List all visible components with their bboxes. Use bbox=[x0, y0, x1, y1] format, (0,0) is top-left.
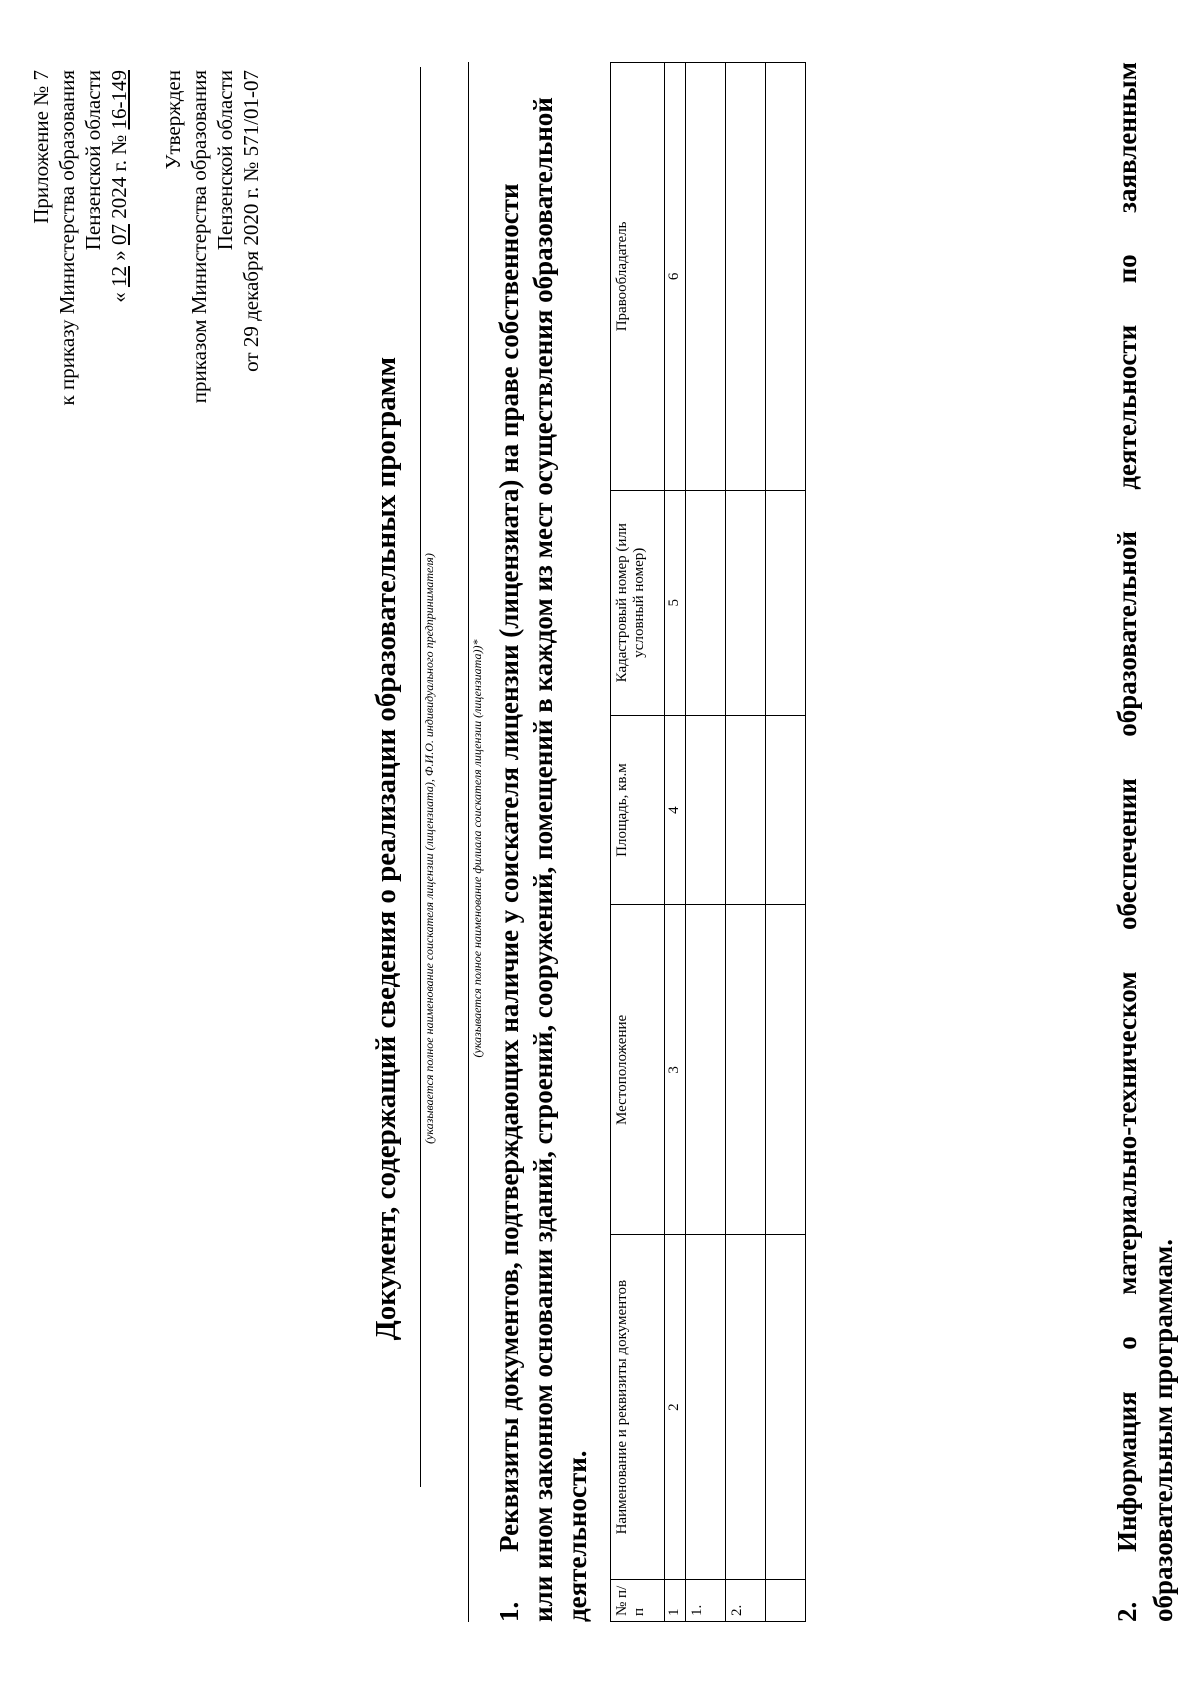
table-cell bbox=[686, 63, 726, 491]
section1-heading-line1 bbox=[492, 62, 526, 1622]
appendix-line1: Приложение № 7 bbox=[29, 70, 53, 224]
table-cell bbox=[726, 63, 766, 491]
date-year: 2024 г. № bbox=[107, 134, 131, 219]
table-cell bbox=[726, 715, 766, 905]
approved-line1: Утвержден bbox=[161, 70, 185, 170]
header-cell-cadastral: Кадастровый номер (или условный номер) bbox=[611, 490, 665, 715]
section2-word: обеспечении bbox=[1112, 778, 1142, 930]
licensee-caption: (указывается полное наименование соискателя лицензии (лицензиата), Ф.И.О. индивидуального предпринимателя) bbox=[422, 553, 436, 1144]
column-number-row bbox=[665, 63, 686, 1622]
section2-word: по bbox=[1112, 254, 1142, 284]
section2-word: деятельности bbox=[1112, 324, 1142, 490]
approved-line3: Пензенской области bbox=[213, 70, 237, 251]
table-cell bbox=[726, 1235, 766, 1580]
table-cell bbox=[766, 1580, 806, 1622]
branch-name-line bbox=[468, 62, 469, 1622]
table-cell bbox=[686, 905, 726, 1235]
table-cell bbox=[686, 1235, 726, 1580]
date-close-quote: » bbox=[107, 250, 131, 261]
licensee-name-line bbox=[420, 67, 421, 1487]
document-title: Документ, содержащий сведения о реализации образовательных программ bbox=[370, 356, 402, 1341]
header-cell-location: Местоположение bbox=[611, 905, 665, 1235]
date-day: 12 bbox=[107, 266, 131, 288]
header-cell-area: Площадь, кв.м bbox=[611, 715, 665, 905]
approved-line4: от 29 декабря 2020 г. № 571/01-07 bbox=[239, 70, 263, 372]
section2-word: о bbox=[1112, 1336, 1142, 1350]
column-number: 5 bbox=[665, 490, 686, 715]
header-cell-documents: Наименование и реквизиты документов bbox=[611, 1235, 665, 1580]
date-month: 07 bbox=[107, 224, 131, 246]
section1-heading-line3: деятельности. bbox=[562, 1450, 592, 1622]
table-cell bbox=[686, 490, 726, 715]
section2-heading-line2: образовательным программам. bbox=[1148, 1239, 1178, 1622]
column-number: 6 bbox=[665, 63, 686, 491]
appendix-line3: Пензенской области bbox=[81, 70, 105, 251]
appendix-date-line bbox=[106, 70, 132, 405]
approved-line2: приказом Министерства образования bbox=[187, 70, 211, 404]
table-cell bbox=[766, 63, 806, 491]
section2-heading-line1 bbox=[1110, 62, 1144, 1622]
documents-table bbox=[610, 62, 806, 1622]
appendix-block bbox=[28, 70, 132, 405]
table-row bbox=[766, 63, 806, 1622]
appendix-line2: к приказу Министерства образования bbox=[55, 70, 79, 406]
section1-number: 1. bbox=[494, 1601, 524, 1622]
column-number: 3 bbox=[665, 905, 686, 1235]
table-header-row bbox=[611, 63, 665, 1622]
section1-heading-line2: или ином законном основании зданий, строений, сооружений, помещений в каждом из мест осуществления образовательной bbox=[528, 97, 558, 1622]
section2-word: материально-техническом bbox=[1112, 971, 1142, 1295]
table-row bbox=[686, 63, 726, 1622]
section2-word: Информация bbox=[1112, 1391, 1142, 1552]
section2-word: заявленным bbox=[1112, 62, 1142, 213]
section2-number: 2. bbox=[1112, 1601, 1142, 1622]
table-cell bbox=[726, 490, 766, 715]
table-cell bbox=[766, 1235, 806, 1580]
header-cell-owner: Правообладатель bbox=[611, 63, 665, 491]
section1-heading-text: Реквизиты документов, подтверждающих наличие у соискателя лицензии (лицензиата) на праве собственности bbox=[494, 183, 524, 1552]
table-cell bbox=[766, 490, 806, 715]
column-number: 1 bbox=[665, 1580, 686, 1622]
table-cell bbox=[726, 905, 766, 1235]
date-open-quote: « bbox=[107, 292, 131, 303]
column-number: 4 bbox=[665, 715, 686, 905]
table-cell: 1. bbox=[686, 1580, 726, 1622]
table-cell bbox=[686, 715, 726, 905]
header-cell-number: № п/п bbox=[611, 1580, 665, 1622]
section2-word: образовательной bbox=[1112, 531, 1142, 737]
section2-number-and-first-word bbox=[1110, 1391, 1144, 1622]
approved-block bbox=[160, 70, 264, 403]
table-row bbox=[726, 63, 766, 1622]
table-cell: 2. bbox=[726, 1580, 766, 1622]
column-number: 2 bbox=[665, 1235, 686, 1580]
table-cell bbox=[766, 905, 806, 1235]
table-cell bbox=[766, 715, 806, 905]
branch-caption: (указывается полное наименование филиала соискателя лицензии (лицензиата))* bbox=[470, 639, 484, 1058]
order-number: 16-149 bbox=[107, 70, 131, 130]
